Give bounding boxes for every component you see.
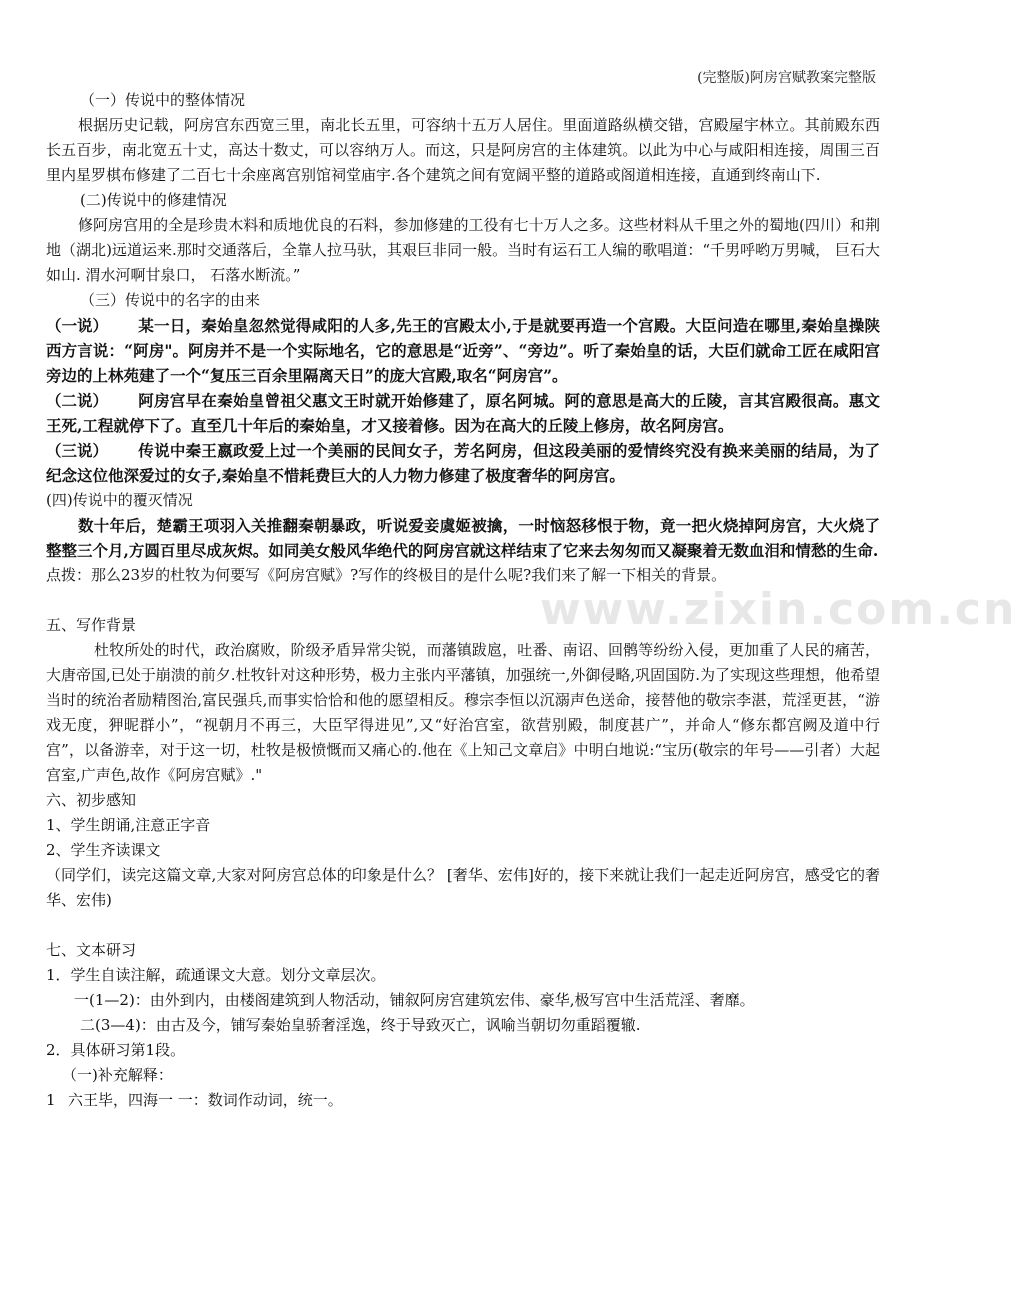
- page-header: (完整版)阿房宫赋教案完整版: [697, 70, 876, 86]
- legend-three: [46, 438, 880, 488]
- document-body: [46, 88, 880, 1113]
- legend-three-label: （三说）: [46, 441, 109, 460]
- supplement-item-1: [46, 1088, 880, 1113]
- watermark: www.zixin.com.cn: [540, 584, 1016, 635]
- supplement-item-number: 1: [46, 1091, 56, 1109]
- paragraph-hint: 点拨：那么23岁的杜牧为何要写《阿房宫赋》?写作的终极目的是什么呢?我们来了解一下相关的背景。: [46, 566, 727, 584]
- spacer: [46, 588, 880, 613]
- subheading-destruction: (四)传说中的覆灭情况: [46, 491, 193, 509]
- spacer: [46, 913, 880, 938]
- legend-two-text: 阿房宫早在秦始皇曾祖父惠文王时就开始修建了，原名阿城。阿的意思是高大的丘陵，言其宫殿很高。惠文王死,工程就停下了。直至几十年后的秦始皇，才又接着修。因为在高大的丘陵上修房，故名阿房宫。: [46, 391, 880, 435]
- step-read-aloud: 1、学生朗诵,注意正字音: [46, 816, 211, 834]
- paragraph-destruction: 数十年后，楚霸王项羽入关推翻秦朝暴政，听说爱妾虞姬被擒，一时恼怒移恨于物，竟一把火烧掉阿房宫，大火烧了整整三个月,方圆百里尽成灰烬。如同美女般风华绝代的阿房宫就这样结束了它来去匆匆而又凝聚着无数血泪和情愁的生命.: [46, 516, 880, 560]
- legend-one: [46, 313, 880, 388]
- structure-part-two: 二(3—4)：由古及今，铺写秦始皇骄奢淫逸，终于导致灭亡，讽喻当朝切勿重蹈覆辙.: [80, 1016, 641, 1034]
- legend-three-text: 传说中秦王嬴政爱上过一个美丽的民间女子，芳名阿房，但这段美丽的爱情终究没有换来美丽的结局，为了纪念这位他深爱过的女子,秦始皇不惜耗费巨大的人力物力修建了极度奢华的阿房宫。: [46, 441, 880, 485]
- section-first-impression-title: 六、初步感知: [46, 791, 137, 809]
- paragraph-construction: 修阿房宫用的全是珍贵木料和质地优良的石料，参加修建的工役有七十万人之多。这些材料从千里之外的蜀地(四川）和荆地（湖北)远道运来.那时交通落后，全靠人拉马驮，其艰巨非同一般。当时有运石工人编的歌唱道：“千男呼哟万男喊， 巨石大如山. 渭水河啊甘泉口， 石落水断流。”: [46, 216, 880, 284]
- supplement-item-text: 六王毕，四海一 一：数词作动词，统一。: [68, 1091, 343, 1109]
- legend-two: [46, 388, 880, 438]
- structure-part-one: 一(1—2)：由外到内，由楼阁建筑到人物活动，铺叙阿房宫建筑宏伟、豪华,极写宫中生活荒淫、奢靡。: [74, 991, 755, 1009]
- legend-two-label: （二说）: [46, 391, 109, 410]
- study-item-2: 2．具体研习第1段。: [46, 1041, 186, 1059]
- section-background-title: 五、写作背景: [46, 616, 137, 634]
- paragraph-background: 杜牧所处的时代，政治腐败，阶级矛盾异常尖锐，而藩镇跋扈，吐番、南诏、回鹘等纷纷入侵，更加重了人民的痛苦，大唐帝国,已处于崩溃的前夕.杜牧针对这种形势，极力主张内平藩镇，加强统一,外御侵略,巩固国防.为了实现这些理想，他希望当时的统治者励精图治,富民强兵,而事实恰恰和他的愿望相反。穆宗李恒以沉溺声色送命，接替他的敬宗李湛，荒淫更甚，“游戏无度，狎昵群小”，“视朝月不再三，大臣罕得进见”,又“好治宫室，欲营别殿，制度甚广”，并命人“修东都宫阙及道中行宫”，以备游幸，对于这一切，杜牧是极愤慨而又痛心的.他在《上知己文章启》中明白地说:“宝历(敬宗的年号——引者）大起宫室,广声色,故作《阿房宫赋》.": [46, 641, 880, 784]
- supplement-title: （一)补充解释：: [62, 1066, 173, 1084]
- legend-one-text: 某一日，秦始皇忽然觉得咸阳的人多,先王的宫殿太小,于是就要再造一个宫殿。大臣问造在哪里,秦始皇操陕西方言说：“阿房"。阿房并不是一个实际地名，它的意思是“近旁”、“旁边”。听了秦始皇的话，大臣们就命工匠在咸阳宫旁边的上林苑建了一个“复压三百余里隔离天日”的庞大宫殿,取名“阿房宫”。: [46, 316, 880, 385]
- study-item-1: 1．学生自读注解，疏通课文大意。划分文章层次。: [46, 966, 386, 984]
- subheading-overall: （一）传说中的整体情况: [80, 91, 246, 109]
- section-text-study-title: 七、文本研习: [46, 941, 137, 959]
- subheading-construction: (二)传说中的修建情况: [80, 191, 227, 209]
- legend-one-label: （一说）: [46, 316, 109, 335]
- paragraph-overall: 根据历史记载，阿房宫东西宽三里，南北长五里，可容纳十五万人居住。里面道路纵横交错，宫殿屋宇林立。其前殿东西长五百步，南北宽五十丈，高达十数丈，可以容纳万人。而这，只是阿房宫的主体建筑。以此为中心与咸阳相连接，周围三百里内星罗棋布修建了二百七十余座离宫别馆祠堂庙宇.各个建筑之间有宽阔平整的道路或阁道相连接，直通到终南山下.: [46, 116, 880, 184]
- subheading-name-origin: （三）传说中的名字的由来: [80, 291, 261, 309]
- paragraph-question: （同学们，读完这篇文章,大家对阿房宫总体的印象是什么？ [奢华、宏伟]好的，接下来就让我们一起走近阿房宫，感受它的奢华、宏伟): [46, 866, 880, 909]
- step-read-together: 2、学生齐读课文: [46, 841, 161, 859]
